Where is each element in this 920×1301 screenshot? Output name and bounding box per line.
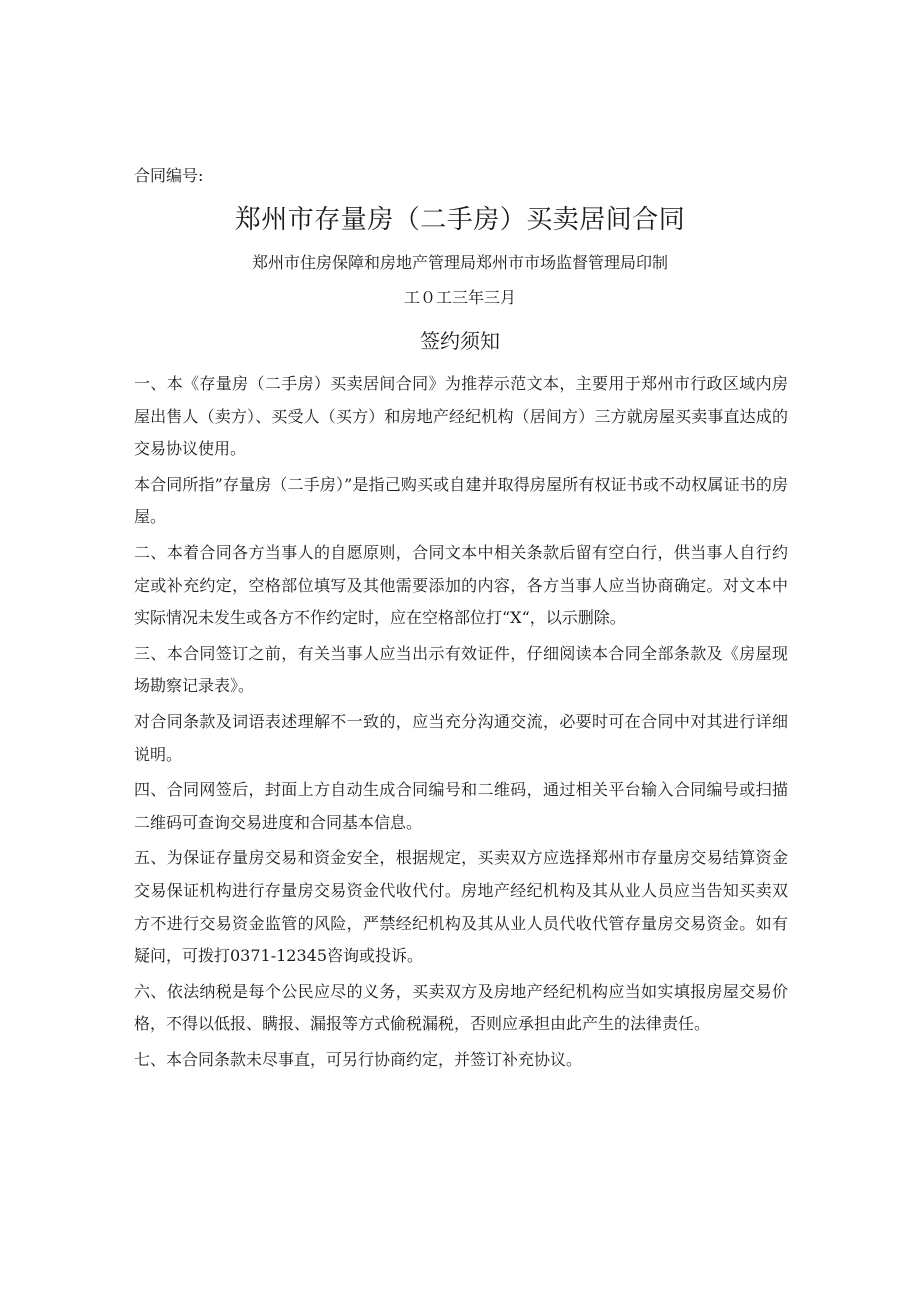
notice-body xyxy=(134,368,788,1079)
notice-heading: 签约须知 xyxy=(420,329,500,353)
notice-paragraph-2: 本合同所指”存量房（二手房）”是指己购买或自建并取得房屋所有权证书或不动权属证书的房屋。 xyxy=(134,474,788,527)
contract-number-label: 合同编号: xyxy=(134,166,204,185)
publication-date: 工０工三年三月 xyxy=(403,288,516,307)
notice-paragraph-1: 一、本《存量房（二手房）买卖居间合同》为推荐示范文本，主要用于郑州市行政区域内房屋出售人（卖方）、买受人（买方）和房地产经纪机构（居间方）三方就房屋买卖事直达成的交易协议使用。 xyxy=(134,374,788,459)
publisher-line: 郑州市住房保障和房地产管理局郑州市市场监督管理局印制 xyxy=(251,253,668,272)
notice-paragraph-3: 二、本着合同各方当事人的自愿原则，合同文本中相关条款后留有空白行，供当事人自行约定或补充约定，空格部位填写及其他需要添加的内容，各方当事人应当协商确定。对文本中实际情况未发生或各方不作约定时，应在空格部位打“X“，以示删除。 xyxy=(134,542,788,628)
notice-paragraph-8: 六、依法纳税是每个公民应尽的义务，买卖双方及房地产经纪机构应当如实填报房屋交易价格，不得以低报、瞒报、漏报等方式偷税漏税，否则应承担由此产生的法律责任。 xyxy=(134,981,788,1034)
document-title: 郑州市存量房（二手房）买卖居间合同 xyxy=(234,205,686,235)
notice-paragraph-9: 七、本合同条款未尽事直，可另行协商约定，并签订补充协议。 xyxy=(134,1049,583,1069)
notice-paragraph-5: 对合同条款及词语表述理解不一致的，应当充分沟通交流，必要时可在合同中对其进行详细说明。 xyxy=(134,711,788,764)
notice-paragraph-6: 四、合同网签后，封面上方自动生成合同编号和二维码，通过相关平台输入合同编号或扫描二维码可查询交易进度和合同基本信息。 xyxy=(134,780,788,832)
notice-paragraph-7: 五、为保证存量房交易和资金安全，根据规定，买卖双方应选择郑州市存量房交易结算资金交易保证机构进行存量房交易资金代收代付。房地产经纪机构及其从业人员应当告知买卖双方不进行交易资金监管的风险，严禁经纪机构及其从业人员代收代管存量房交易资金。如有疑问，可拨打0371-12345咨询或投诉。 xyxy=(134,848,788,966)
notice-paragraph-4: 三、本合同签订之前，有关当事人应当出示有效证件，仔细阅读本合同全部条款及《房屋现场勘察记录表》。 xyxy=(134,643,788,696)
